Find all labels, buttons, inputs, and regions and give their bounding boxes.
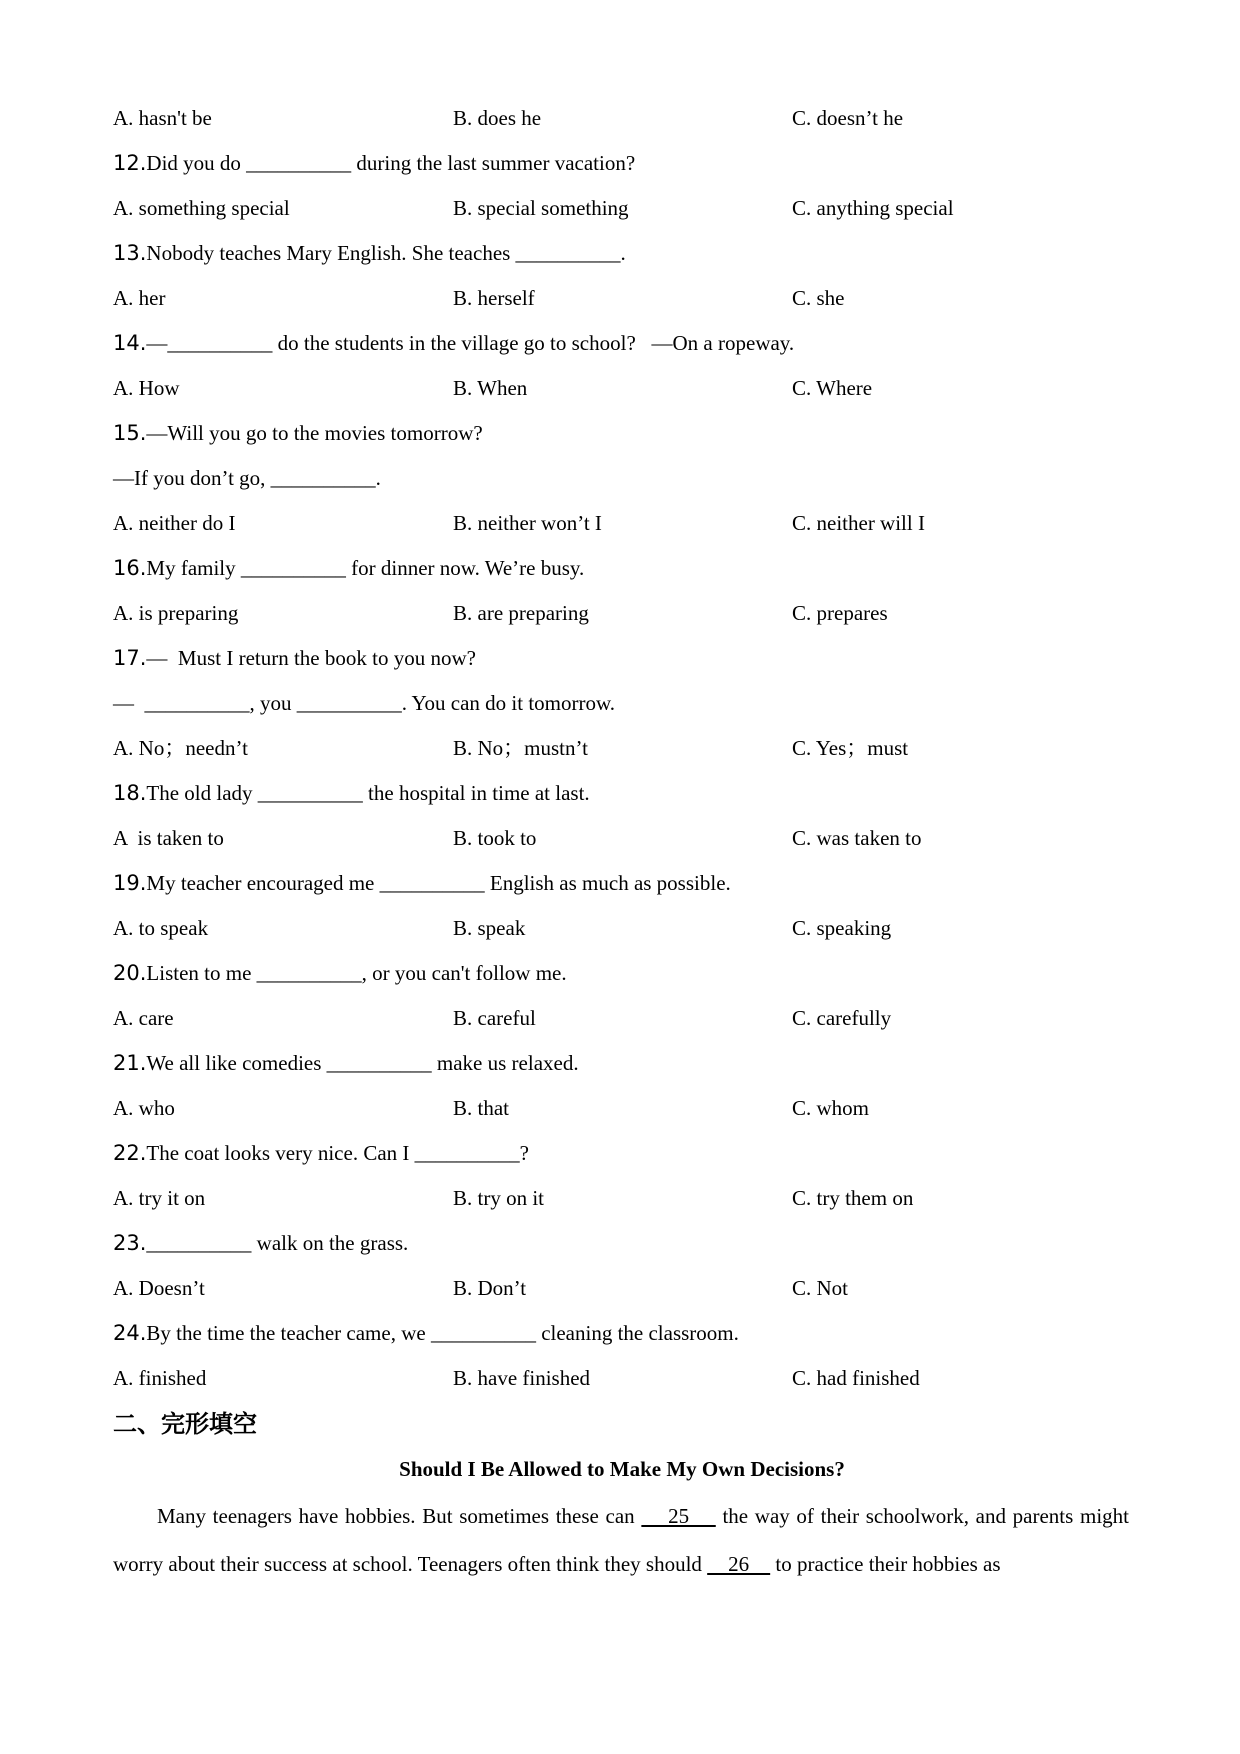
answer-option-a: A. hasn't be — [113, 106, 212, 130]
question-stem — [113, 951, 1133, 996]
answer-option-b: B. neither won’t I — [453, 511, 602, 535]
question-stem — [113, 1221, 1133, 1266]
answer-option-c: C. Where — [792, 376, 873, 400]
option-row — [113, 186, 1133, 231]
option-row — [113, 906, 1133, 951]
option-row — [113, 726, 1133, 771]
question-stem — [113, 1311, 1133, 1356]
answer-option-c: C. had finished — [792, 1366, 920, 1390]
answer-option-c: C. doesn’t he — [792, 106, 904, 130]
question-text: Did you do __________ during the last summer vacation? — [146, 151, 636, 175]
answer-option-c: C. whom — [792, 1096, 870, 1120]
question-text: —If you don’t go, __________. — [113, 466, 381, 490]
question-text: My family __________ for dinner now. We’re busy. — [146, 556, 585, 580]
question-text: — Must I return the book to you now? — [146, 646, 476, 670]
answer-option-b: B. herself — [453, 286, 535, 310]
answer-option-a: A. Doesn’t — [113, 1276, 205, 1300]
question-number: 18. — [113, 781, 147, 805]
question-stem — [113, 861, 1133, 906]
worksheet-page — [113, 96, 1133, 1609]
answer-option-a: A. finished — [113, 1366, 207, 1390]
question-number: 16. — [113, 556, 147, 580]
question-number: 15. — [113, 421, 147, 445]
question-number: 14. — [113, 331, 147, 355]
answer-option-a: A. something special — [113, 196, 290, 220]
answer-option-b: B. speak — [453, 916, 526, 940]
question-stem — [113, 456, 1133, 501]
question-number: 22. — [113, 1141, 147, 1165]
question-number: 20. — [113, 961, 147, 985]
answer-option-b: B. try on it — [453, 1186, 545, 1210]
option-row — [113, 501, 1133, 546]
option-row — [113, 366, 1133, 411]
question-stem — [113, 546, 1133, 591]
answer-option-b: B. that — [453, 1096, 509, 1120]
question-stem — [113, 636, 1133, 681]
question-text: The coat looks very nice. Can I __________? — [146, 1141, 529, 1165]
answer-option-b: B. have finished — [453, 1366, 591, 1390]
option-row — [113, 1086, 1133, 1131]
passage-text: Many teenagers have hobbies. But sometimes these can — [157, 1504, 642, 1528]
answer-option-b: B. took to — [453, 826, 537, 850]
question-text: __________ walk on the grass. — [146, 1231, 409, 1255]
question-number: 24. — [113, 1321, 147, 1345]
cloze-blank: 25 — [641, 1504, 716, 1528]
question-stem — [113, 771, 1133, 816]
answer-option-b: B. No；mustn’t — [453, 736, 588, 760]
question-number: 17. — [113, 646, 147, 670]
answer-option-a: A. is preparing — [113, 601, 239, 625]
question-text: The old lady __________ the hospital in time at last. — [146, 781, 590, 805]
answer-option-a: A. to speak — [113, 916, 209, 940]
answer-option-a: A. care — [113, 1006, 174, 1030]
question-text: By the time the teacher came, we __________ cleaning the classroom. — [146, 1321, 739, 1345]
question-stem — [113, 321, 1133, 366]
question-text: —__________ do the students in the village go to school? —On a ropeway. — [146, 331, 795, 355]
question-stem — [113, 231, 1133, 276]
answer-option-c: C. was taken to — [792, 826, 922, 850]
answer-option-c: C. she — [792, 286, 845, 310]
passage-text: the way of their schoolwork, and parents might worry about their success at school. Teenagers often think they should — [113, 1504, 1129, 1576]
question-number: 12. — [113, 151, 147, 175]
question-list — [113, 96, 1133, 1401]
question-number: 23. — [113, 1231, 147, 1255]
option-row — [113, 1266, 1133, 1311]
question-text: Nobody teaches Mary English. She teaches __________. — [146, 241, 626, 265]
passage-title: Should I Be Allowed to Make My Own Decisions? — [399, 1457, 845, 1481]
cloze-blank: 26 — [707, 1552, 771, 1576]
option-row — [113, 1176, 1133, 1221]
option-row — [113, 996, 1133, 1041]
answer-option-a: A. try it on — [113, 1186, 206, 1210]
answer-option-c: C. speaking — [792, 916, 892, 940]
answer-option-c: C. prepares — [792, 601, 888, 625]
answer-option-c: C. Yes；must — [792, 736, 909, 760]
question-stem — [113, 411, 1133, 456]
answer-option-c: C. Not — [792, 1276, 849, 1300]
section-heading: 二、完形填空 — [113, 1410, 257, 1438]
answer-option-c: C. try them on — [792, 1186, 914, 1210]
question-number: 21. — [113, 1051, 147, 1075]
question-text: We all like comedies __________ make us relaxed. — [146, 1051, 579, 1075]
passage-paragraph — [113, 1492, 1129, 1588]
answer-option-b: B. When — [453, 376, 528, 400]
passage-text: to practice their hobbies as — [770, 1552, 1001, 1576]
question-number: 13. — [113, 241, 147, 265]
question-stem — [113, 141, 1133, 186]
answer-option-a: A is taken to — [113, 826, 224, 850]
answer-option-a: A. neither do I — [113, 511, 236, 535]
answer-option-c: C. carefully — [792, 1006, 892, 1030]
answer-option-a: A. who — [113, 1096, 175, 1120]
answer-option-c: C. anything special — [792, 196, 954, 220]
question-stem — [113, 1131, 1133, 1176]
answer-option-b: B. does he — [453, 106, 542, 130]
question-text: Listen to me __________, or you can't follow me. — [146, 961, 567, 985]
question-stem — [113, 1041, 1133, 1086]
answer-option-b: B. careful — [453, 1006, 536, 1030]
answer-option-a: A. How — [113, 376, 180, 400]
answer-option-a: A. No；needn’t — [113, 736, 248, 760]
answer-option-a: A. her — [113, 286, 166, 310]
answer-option-b: B. special something — [453, 196, 629, 220]
answer-option-b: B. Don’t — [453, 1276, 527, 1300]
question-text: — __________, you __________. You can do it tomorrow. — [113, 691, 616, 715]
option-row — [113, 591, 1133, 636]
answer-option-c: C. neither will I — [792, 511, 925, 535]
option-row — [113, 816, 1133, 861]
question-text: —Will you go to the movies tomorrow? — [146, 421, 483, 445]
question-stem — [113, 681, 1133, 726]
option-row — [113, 96, 1133, 141]
option-row — [113, 276, 1133, 321]
question-number: 19. — [113, 871, 147, 895]
answer-option-b: B. are preparing — [453, 601, 589, 625]
question-text: My teacher encouraged me __________ English as much as possible. — [146, 871, 731, 895]
option-row — [113, 1356, 1133, 1401]
